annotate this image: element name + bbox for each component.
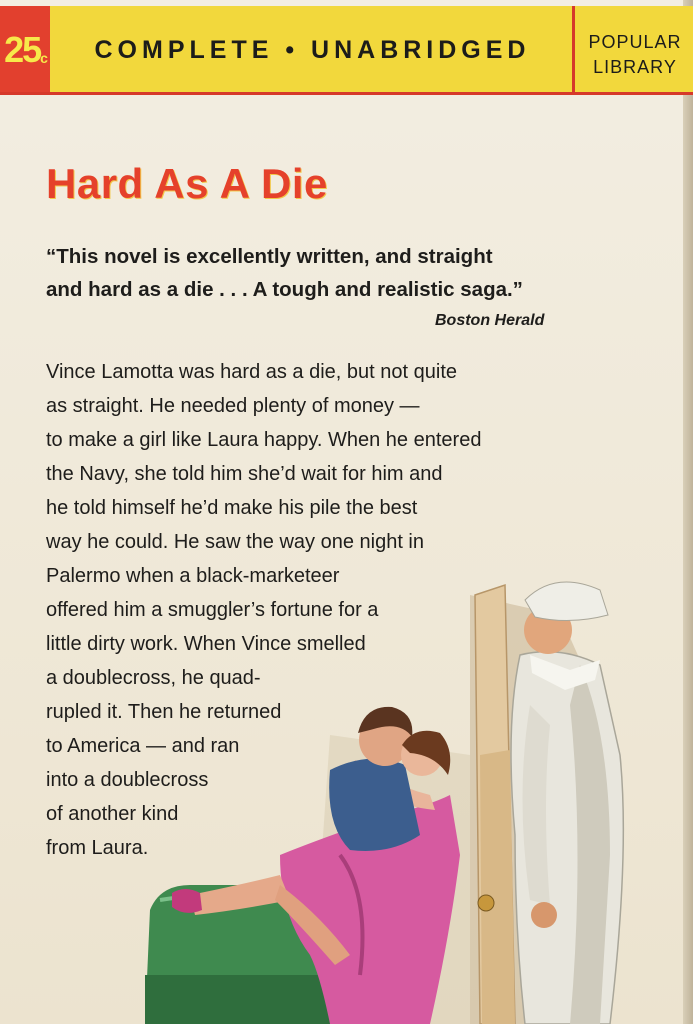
price-badge: [0, 6, 50, 94]
blurb-line: way he could. He saw the way one night in: [46, 531, 424, 553]
blurb-line: offered him a smuggler’s fortune for a: [46, 599, 379, 621]
sailor-hand: [531, 902, 557, 928]
band-divider: [572, 6, 575, 94]
quote-attribution: Boston Herald: [435, 312, 545, 329]
publisher-logo: [580, 30, 690, 80]
blurb-line: to make a girl like Laura happy. When he entered: [46, 429, 482, 451]
review-quote: [46, 240, 646, 306]
blurb-line: rupled it. Then he returned: [46, 701, 282, 723]
band-title: COMPLETE • UNABRIDGED: [94, 36, 531, 64]
blurb-line: into a doublecross: [46, 769, 209, 791]
ottoman-fringe: [145, 975, 345, 1024]
blurb-line: of another kind: [46, 803, 179, 825]
price-amount: 25: [4, 29, 41, 70]
door-panel: [480, 750, 515, 1024]
blurb-line: the Navy, she told him she’d wait for him and: [46, 463, 443, 485]
cover-illustration: [130, 555, 693, 1024]
blurb-line: to America — and ran: [46, 735, 240, 757]
blurb-line: a doublecross, he quad-: [46, 667, 261, 689]
blurb-line: as straight. He needed plenty of money —: [46, 395, 420, 417]
blurb-line: Vince Lamotta was hard as a die, but not quite: [46, 361, 458, 383]
band-bottom-rule: [0, 92, 693, 95]
blurb-line: he told himself he’d make his pile the best: [46, 497, 418, 519]
blurb-line: little dirty work. When Vince smelled: [46, 633, 366, 655]
quote-line-2: and hard as a die . . . A tough and realistic saga.”: [46, 278, 523, 301]
man-shirt: [329, 759, 420, 851]
publisher-line-1: POPULAR: [588, 32, 682, 52]
sailor-cap: [525, 582, 608, 621]
book-title: Hard As A Die: [46, 160, 328, 207]
woman-shoe: [172, 889, 202, 913]
publisher-line-2: LIBRARY: [593, 57, 677, 77]
door-knob: [478, 895, 494, 911]
blurb-line: from Laura.: [46, 837, 149, 859]
price-unit: c: [40, 50, 46, 66]
quote-line-1: “This novel is excellently written, and straight: [46, 245, 493, 268]
blurb-line: Palermo when a black-marketeer: [46, 565, 340, 587]
